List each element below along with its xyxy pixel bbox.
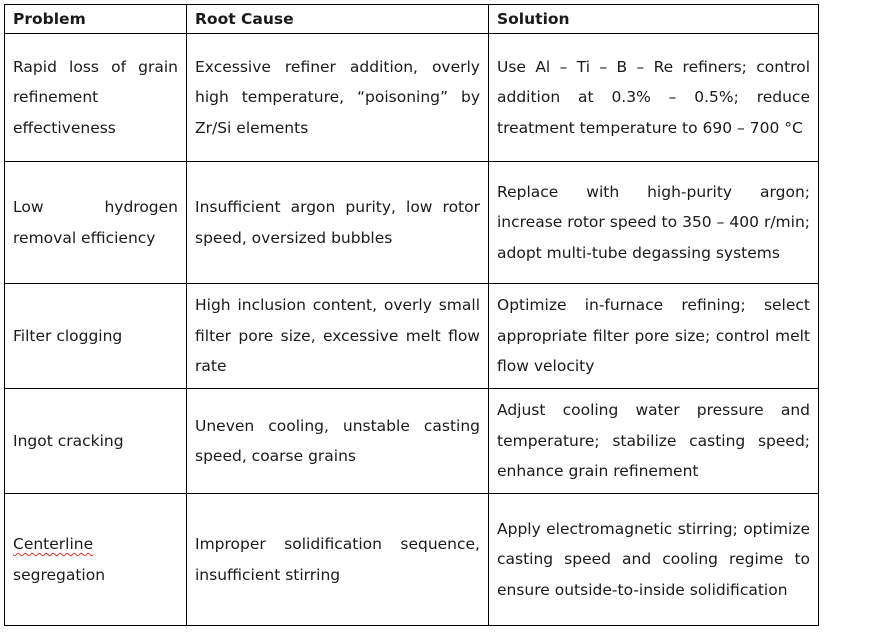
cell-root-cause: Insufficient argon purity, low rotor speed, oversized bubbles [187, 162, 489, 284]
cell-solution: Adjust cooling water pressure and temperature; stabilize casting speed; enhance grain refinement [489, 389, 819, 494]
table-row [5, 34, 819, 162]
cell-problem: Filter clogging [5, 284, 187, 389]
header-solution: Solution [489, 5, 819, 34]
cell-problem [5, 494, 187, 626]
header-row [5, 5, 819, 34]
table-row [5, 162, 819, 284]
cell-problem: Low hydrogen removal efficiency [5, 162, 187, 284]
cell-root-cause: High inclusion content, overly small filter pore size, excessive melt flow rate [187, 284, 489, 389]
cell-root-cause: Improper solidification sequence, insufficient stirring [187, 494, 489, 626]
cell-problem: Ingot cracking [5, 389, 187, 494]
cell-root-cause: Uneven cooling, unstable casting speed, coarse grains [187, 389, 489, 494]
table-row [5, 389, 819, 494]
header-root-cause: Root Cause [187, 5, 489, 34]
spellcheck-word: Centerline [13, 535, 94, 553]
cell-solution: Optimize in-furnace refining; select appropriate filter pore size; control melt flow velocity [489, 284, 819, 389]
cell-solution: Apply electromagnetic stirring; optimize casting speed and cooling regime to ensure outside-to-inside solidification [489, 494, 819, 626]
cell-root-cause: Excessive refiner addition, overly high temperature, “poisoning” by Zr/Si elements [187, 34, 489, 162]
cell-problem-rest: segregation [13, 565, 106, 584]
cell-problem: Rapid loss of grain refinement effectiveness [5, 34, 187, 162]
cell-solution: Use Al – Ti – B – Re refiners; control addition at 0.3% – 0.5%; reduce treatment temperature to 690 – 700 °C [489, 34, 819, 162]
header-problem: Problem [5, 5, 187, 34]
troubleshooting-table [4, 4, 819, 626]
table-row [5, 494, 819, 626]
table-row [5, 284, 819, 389]
cell-solution: Replace with high-purity argon; increase rotor speed to 350 – 400 r/min; adopt multi-tube degassing systems [489, 162, 819, 284]
